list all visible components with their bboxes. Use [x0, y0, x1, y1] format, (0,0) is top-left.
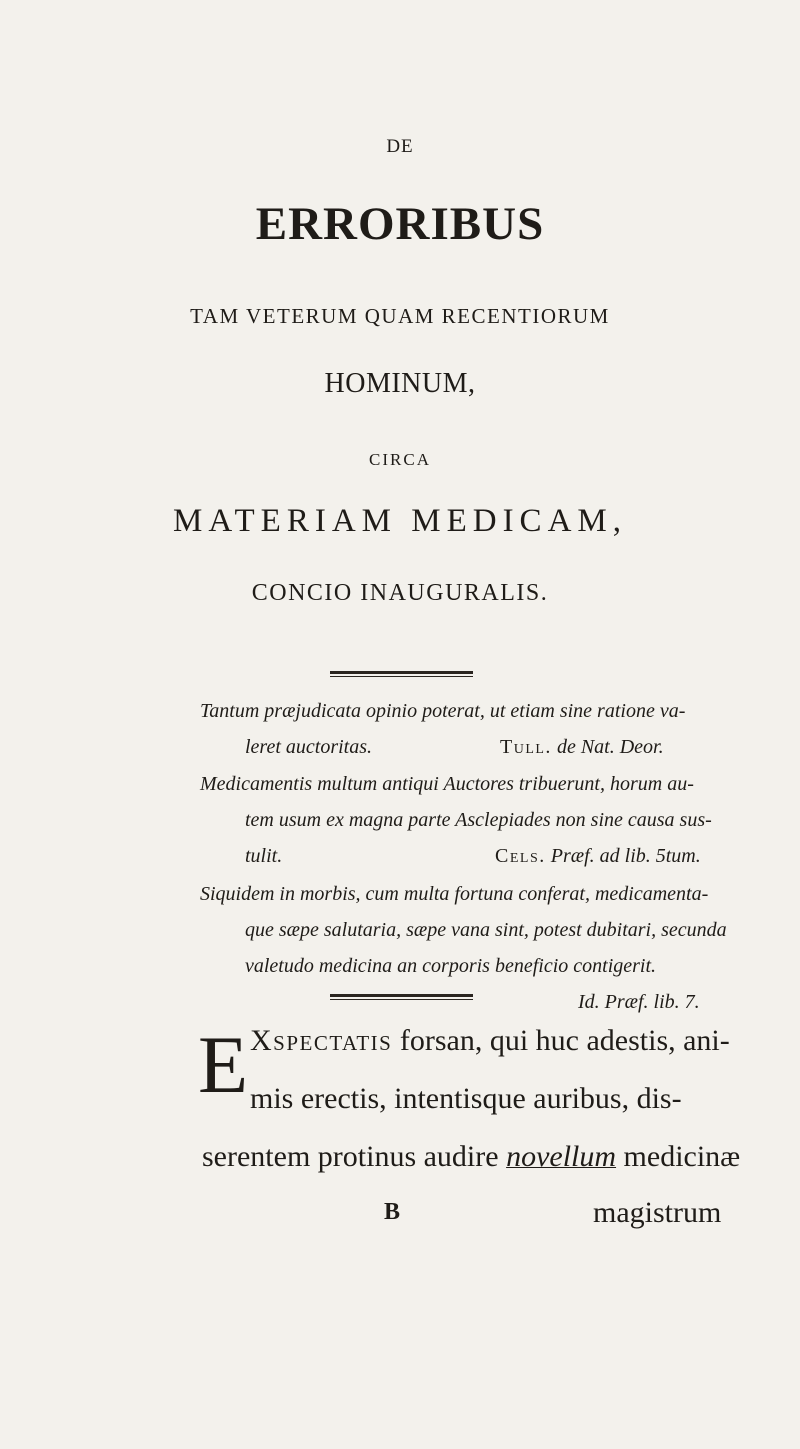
epigraph-line: Tantum præjudicata opinio poterat, ut etiam sine ratione va-: [200, 700, 686, 722]
opening-word: Xspectatis: [250, 1024, 393, 1057]
citation-author: Cels.: [495, 845, 546, 867]
body-text-line: mis erectis, intentisque auribus, dis-: [250, 1082, 682, 1115]
title-concio: CONCIO INAUGURALIS.: [251, 580, 549, 606]
title-hominum: HOMINUM,: [324, 368, 476, 399]
epigraph-citation: [500, 736, 664, 759]
epigraph-line: leret auctoritas.: [245, 736, 373, 758]
double-rule-divider: [330, 671, 473, 679]
double-rule-divider: [330, 994, 473, 1002]
emphasized-word: novellum: [506, 1140, 617, 1173]
epigraph-line: valetudo medicina an corporis beneficio contigerit.: [245, 955, 657, 977]
epigraph-line: tulit.: [245, 845, 283, 867]
body-text-segment: medicinæ: [616, 1140, 741, 1173]
body-text-line: [202, 1140, 740, 1174]
epigraph-citation: Id. Præf. lib. 7.: [578, 991, 700, 1013]
epigraph-line: Medicamentis multum antiqui Auctores tribuerunt, horum au-: [200, 773, 694, 795]
title-materiam-medicam: MATERIAM MEDICAM,: [172, 503, 627, 539]
title-de: DE: [386, 136, 414, 157]
signature-mark: B: [384, 1199, 401, 1225]
main-title: ERRORIBUS: [255, 198, 545, 250]
catchword: magistrum: [593, 1196, 722, 1229]
epigraph-line: tem usum ex magna parte Asclepiades non sine causa sus-: [245, 809, 712, 831]
body-text-segment: forsan, qui huc adestis, ani-: [392, 1024, 730, 1057]
subtitle: TAM VETERUM QUAM RECENTIORUM: [190, 304, 610, 328]
citation-work: de Nat. Deor.: [556, 736, 664, 758]
epigraph-line: Siquidem in morbis, cum multa fortuna conferat, medicamenta-: [200, 883, 709, 905]
title-circa: CIRCA: [369, 450, 431, 469]
epigraph-citation: [495, 845, 701, 868]
epigraph-line: que sæpe salutaria, sæpe vana sint, potest dubitari, secunda: [245, 919, 727, 941]
citation-author: Tull.: [500, 736, 552, 758]
body-text-segment: serentem protinus audire: [202, 1140, 507, 1173]
citation-work: Præf. ad lib. 5tum.: [550, 845, 701, 867]
drop-cap-initial: E: [198, 1019, 249, 1110]
body-text-line: [250, 1024, 730, 1058]
